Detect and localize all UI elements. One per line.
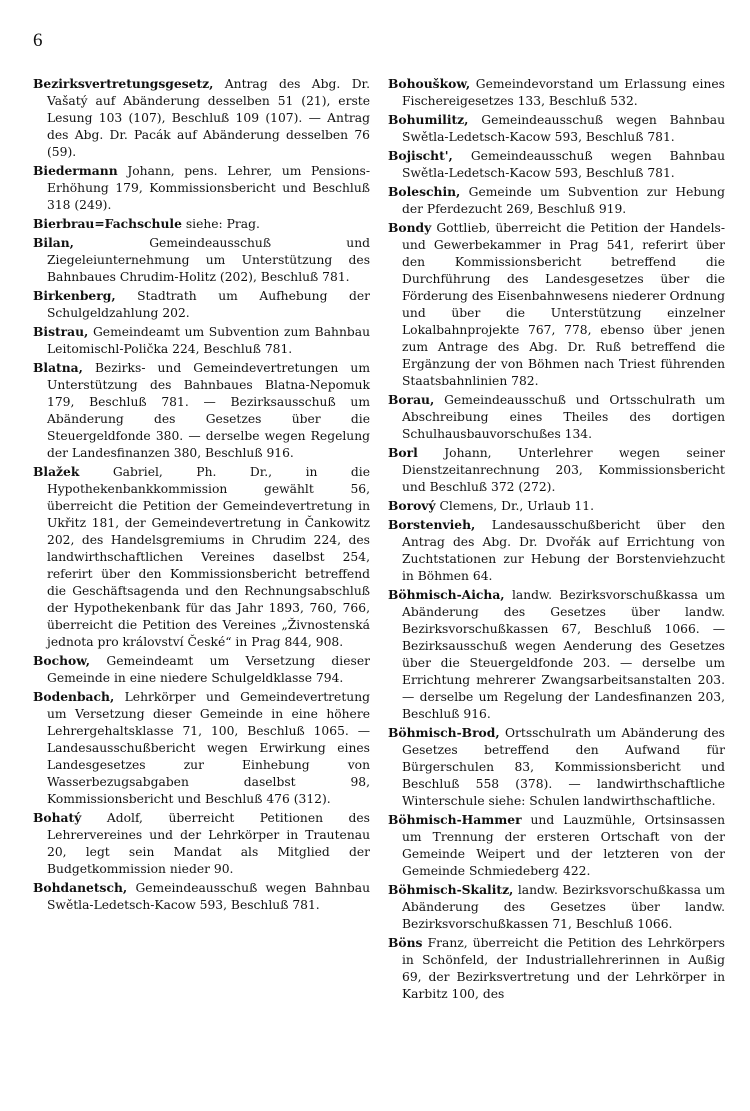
- index-entry: [388, 444, 725, 496]
- entry-head: Bistrau,: [33, 324, 89, 339]
- entry-head: Bohatý: [33, 810, 82, 825]
- entry-head: Bohdanetsch,: [33, 880, 128, 895]
- entry-head: Bilan,: [33, 235, 74, 250]
- entry-head: Birkenberg,: [33, 288, 116, 303]
- index-entry: [388, 391, 725, 443]
- index-entry: [388, 75, 725, 110]
- index-entry: [388, 497, 725, 515]
- entry-text: Gemeindeausschuß wegen Bahnbau Swětla-Ledetsch-Kacow 593, Beschluß 781.: [402, 113, 725, 144]
- index-entry: [388, 724, 725, 810]
- entry-head: Bojischt',: [388, 148, 453, 163]
- index-entry: [33, 463, 370, 651]
- entry-head: Bohouškow,: [388, 76, 471, 91]
- index-entry: [33, 688, 370, 808]
- entry-text: und Lauzmühle, Ortsinsassen um Trennung der ersteren Ortschaft von der Gemeinde Weipert und der letzteren von der Gemeinde Schmiedeberg 422.: [402, 813, 725, 878]
- index-entry: [388, 811, 725, 880]
- index-entry: [388, 934, 725, 1003]
- entry-text: Gemeindeausschuß wegen Bahnbau Swětla-Ledetsch-Kacow 593, Beschluß 781.: [402, 149, 725, 180]
- entry-text: Johann, pens. Lehrer, um Pensions-Erhöhung 179, Kommissionsbericht und Beschluß 318 (249).: [47, 164, 370, 212]
- entry-head: Bodenbach,: [33, 689, 115, 704]
- index-entry: [33, 879, 370, 914]
- entry-head: Bondy: [388, 220, 432, 235]
- index-entry: [33, 323, 370, 358]
- entry-text: Landesausschußbericht über den Antrag des Abg. Dr. Dvořák auf Errichtung von Zuchtstationen zur Hebung der Borstenviehzucht in Böhmen 64.: [402, 518, 725, 583]
- entry-text: Bezirks- und Gemeindevertretungen um Unterstützung des Bahnbaues Blatna-Nepomuk 179, Beschluß 781. — Bezirksausschuß um Abänderung des Gesetzes über die Steuergeldfonde 380. — derselbe wegen Regelung der Landesfinanzen 380, Beschluß 916.: [47, 361, 370, 460]
- entry-text: Gabriel, Ph. Dr., in die Hypothekenbankkommission gewählt 56, überreicht die Petition der Gemeindevertretung in Ukřitz 181, der Gemeindevertretung in Čankowitz 202, des Handelsgremiums in Chrudim 224, des landwirthschaftlichen Vereines daselbst 254, referirt über den Kommissionsbericht betreffend die Geschäftsagenda und den Rechnungsabschluß der Hypothekenbank für das Jahr 1893, 760, 766, überreicht die Petition des Vereines „Živnostenská jednota pro království České“ in Prag 844, 908.: [47, 465, 370, 649]
- entry-text: Gemeindeausschuß und Ziegeleiunternehmung um Unterstützung des Bahnbaues Chrudim-Holitz (202), Beschluß 781.: [47, 236, 370, 284]
- entry-head: Böns: [388, 935, 423, 950]
- entry-head: Bochow,: [33, 653, 91, 668]
- index-entry: [33, 215, 370, 233]
- entry-head: Borau,: [388, 392, 435, 407]
- index-entry: [388, 586, 725, 723]
- index-entry: [33, 359, 370, 462]
- entry-text: landw. Bezirksvorschußkassa um Abänderung des Gesetzes über landw. Bezirksvorschußkassen 67, Beschluß 1066. — Bezirksausschuß wegen Aenderung des Gesetzes über die Steuergeldfonde 203. — derselbe um Errichtung mehrerer Zwangsarbeitsanstalten 203. — derselbe um Regelung der Landesfinanzen 203, Beschluß 916.: [402, 588, 725, 721]
- entry-head: Blažek: [33, 464, 80, 479]
- index-entry: [33, 75, 370, 161]
- entry-head: Biedermann: [33, 163, 118, 178]
- index-entry: [388, 183, 725, 218]
- entry-text: Franz, überreicht die Petition des Lehrkörpers in Schönfeld, der Industriallehrerinnen in Außig 69, der Bezirksvertretung und der Lehrkörper in Karbitz 100, des: [402, 936, 725, 1001]
- entry-text: Adolf, überreicht Petitionen des Lehrervereines und der Lehrkörper in Trautenau 20, legt sein Mandat als Mitglied der Budgetkommission nieder 90.: [47, 811, 370, 876]
- entry-head: Bohumilitz,: [388, 112, 469, 127]
- right-column: [388, 75, 725, 1004]
- entry-text: Gemeindeausschuß wegen Bahnbau Swětla-Ledetsch-Kacow 593, Beschluß 781.: [47, 881, 370, 912]
- entry-text: Clemens, Dr., Urlaub 11.: [439, 499, 594, 513]
- entry-text: Gemeindevorstand um Erlassung eines Fischereigesetzes 133, Beschluß 532.: [402, 77, 725, 108]
- entry-text: Gemeindeamt um Subvention zum Bahnbau Leitomischl-Polička 224, Beschluß 781.: [47, 325, 370, 356]
- entry-text: Gottlieb, überreicht die Petition der Handels- und Gewerbekammer in Prag 541, referirt über den Kommissionsbericht betreffend die Durchführung des Landesgesetzes über die Förderung des Eisenbahnwesens niederer Ordnung und über die Unterstützung einzelner Lokalbahnprojekte 767, 778, ebenso über jenen zum Antrage des Abg. Dr. Ruß betreffend die Ergänzung der von Böhmen nach Triest führenden Staatsbahnlinien 782.: [402, 221, 725, 388]
- entry-text: Lehrkörper und Gemeindevertretung um Versetzung dieser Gemeinde in eine höhere Lehrergehaltsklasse 71, 100, Beschluß 1065. — Landesausschußbericht wegen Erwirkung eines Landesgesetzes zur Einhebung von Wasserbezugsabgaben daselbst 98, Kommissionsbericht und Beschluß 476 (312).: [47, 690, 370, 806]
- entry-head: Blatna,: [33, 360, 83, 375]
- page-number: 6: [33, 30, 43, 51]
- index-entry: [388, 516, 725, 585]
- index-entry: [388, 881, 725, 933]
- index-entry: [388, 147, 725, 182]
- entry-text: Gemeinde um Subvention zur Hebung der Pferdezucht 269, Beschluß 919.: [402, 185, 725, 216]
- entry-text: siehe: Prag.: [185, 217, 260, 231]
- entry-head: Böhmisch-Brod,: [388, 725, 500, 740]
- left-column: [33, 75, 370, 1004]
- entry-head: Bierbrau=Fachschule: [33, 216, 182, 231]
- index-entry: [33, 162, 370, 214]
- entry-text: landw. Bezirksvorschußkassa um Abänderung des Gesetzes über landw. Bezirksvorschußkassen 71, Beschluß 1066.: [402, 883, 725, 931]
- index-entry: [388, 111, 725, 146]
- index-entry: [33, 809, 370, 878]
- index-entry: [388, 219, 725, 390]
- entry-head: Borový: [388, 498, 436, 513]
- entry-head: Borl: [388, 445, 418, 460]
- index-entry: [33, 287, 370, 322]
- entry-head: Bezirksvertretungsgesetz,: [33, 76, 214, 91]
- entry-text: Johann, Unterlehrer wegen seiner Dienstzeitanrechnung 203, Kommissionsbericht und Beschluß 372 (272).: [402, 446, 725, 494]
- entry-text: Gemeindeamt um Versetzung dieser Gemeinde in eine niedere Schulgeldklasse 794.: [47, 654, 370, 685]
- entry-head: Boleschin,: [388, 184, 461, 199]
- index-columns: [33, 75, 725, 1004]
- index-entry: [33, 652, 370, 687]
- entry-text: Ortsschulrath um Abänderung des Gesetzes betreffend den Aufwand für Bürgerschulen 83, Kommissionsbericht und Beschluß 558 (378). — landwirthschaftliche Winterschule siehe: Schulen landwirthschaftliche.: [402, 726, 725, 808]
- entry-head: Borstenvieh,: [388, 517, 476, 532]
- entry-head: Böhmisch-Hammer: [388, 812, 522, 827]
- entry-head: Böhmisch-Aicha,: [388, 587, 505, 602]
- entry-text: Antrag des Abg. Dr. Vašatý auf Abänderung desselben 51 (21), erste Lesung 103 (107), Beschluß 109 (107). — Antrag des Abg. Dr. Pacák auf Abänderung desselben 76 (59).: [47, 77, 370, 159]
- entry-text: Gemeindeausschuß und Ortsschulrath um Abschreibung eines Theiles des dortigen Schulhausbauvorschußes 134.: [402, 393, 725, 441]
- entry-text: Stadtrath um Aufhebung der Schulgeldzahlung 202.: [47, 289, 370, 320]
- entry-head: Böhmisch-Skalitz,: [388, 882, 514, 897]
- index-entry: [33, 234, 370, 286]
